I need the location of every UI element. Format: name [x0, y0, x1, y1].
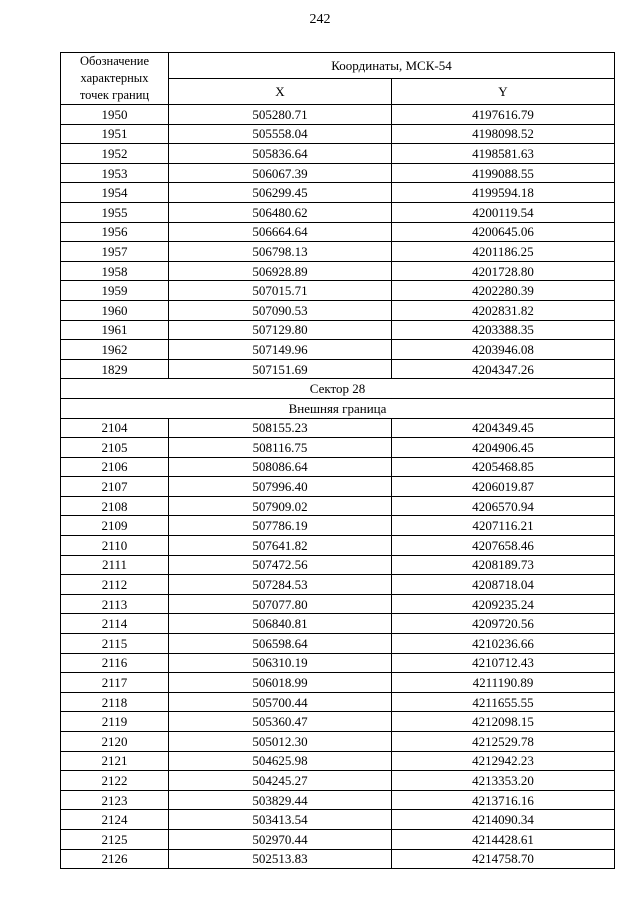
x-coordinate-cell: 505700.44	[169, 692, 392, 712]
y-coordinate-cell: 4198581.63	[392, 144, 615, 164]
point-number-cell: 2115	[61, 634, 169, 654]
point-number-cell: 1960	[61, 300, 169, 320]
y-coordinate-cell: 4212942.23	[392, 751, 615, 771]
x-coordinate-cell: 507090.53	[169, 300, 392, 320]
point-number-cell: 1955	[61, 202, 169, 222]
point-number-cell: 2113	[61, 594, 169, 614]
y-coordinate-cell: 4204906.45	[392, 438, 615, 458]
point-number-cell: 2125	[61, 829, 169, 849]
y-coordinate-cell: 4201728.80	[392, 261, 615, 281]
y-coordinate-cell: 4206019.87	[392, 477, 615, 497]
x-coordinate-cell: 506928.89	[169, 261, 392, 281]
y-coordinate-cell: 4210712.43	[392, 653, 615, 673]
point-number-cell: 1957	[61, 242, 169, 262]
table-row	[61, 653, 615, 673]
x-coordinate-cell: 505012.30	[169, 732, 392, 752]
y-coordinate-cell: 4200119.54	[392, 202, 615, 222]
point-number-cell: 2108	[61, 496, 169, 516]
x-coordinate-cell: 507284.53	[169, 575, 392, 595]
x-coordinate-cell: 503829.44	[169, 790, 392, 810]
point-number-cell: 2114	[61, 614, 169, 634]
table-row	[61, 105, 615, 125]
point-number-cell: 2123	[61, 790, 169, 810]
x-coordinate-cell: 506018.99	[169, 673, 392, 693]
x-coordinate-cell: 502513.83	[169, 849, 392, 869]
x-coordinate-cell: 505360.47	[169, 712, 392, 732]
table-row	[61, 810, 615, 830]
table-row	[61, 673, 615, 693]
point-number-cell: 2122	[61, 771, 169, 791]
table-row	[61, 732, 615, 752]
x-coordinate-cell: 507129.80	[169, 320, 392, 340]
table-row	[61, 555, 615, 575]
table-row	[61, 751, 615, 771]
point-number-cell: 1954	[61, 183, 169, 203]
table-row	[61, 340, 615, 360]
point-number-cell: 2118	[61, 692, 169, 712]
y-coordinate-cell: 4203388.35	[392, 320, 615, 340]
x-coordinate-cell: 507909.02	[169, 496, 392, 516]
header-label-line: точек границ	[79, 88, 150, 102]
section-row	[61, 379, 615, 399]
page-number: 242	[309, 12, 331, 27]
table-row	[61, 477, 615, 497]
point-number-cell: 2104	[61, 418, 169, 438]
point-number-cell: 2126	[61, 849, 169, 869]
y-coordinate-cell: 4213716.16	[392, 790, 615, 810]
table-row	[61, 144, 615, 164]
y-coordinate-cell: 4200645.06	[392, 222, 615, 242]
y-coordinate-cell: 4207116.21	[392, 516, 615, 536]
y-coordinate-cell: 4209720.56	[392, 614, 615, 634]
point-number-cell: 2116	[61, 653, 169, 673]
boundary-title: Внешняя граница	[61, 398, 615, 418]
x-coordinate-cell: 506598.64	[169, 634, 392, 654]
x-coordinate-cell: 506840.81	[169, 614, 392, 634]
y-coordinate-cell: 4209235.24	[392, 594, 615, 614]
point-number-cell: 1959	[61, 281, 169, 301]
y-coordinate-cell: 4199594.18	[392, 183, 615, 203]
x-coordinate-cell: 507786.19	[169, 516, 392, 536]
x-coordinate-cell: 507641.82	[169, 536, 392, 556]
section-row	[61, 398, 615, 418]
point-number-cell: 2124	[61, 810, 169, 830]
coordinates-table	[60, 52, 615, 869]
y-coordinate-cell: 4212529.78	[392, 732, 615, 752]
point-number-cell: 2106	[61, 457, 169, 477]
y-coordinate-cell: 4208189.73	[392, 555, 615, 575]
table-row	[61, 829, 615, 849]
x-coordinate-cell: 508116.75	[169, 438, 392, 458]
y-column-header: Y	[392, 79, 615, 105]
x-coordinate-cell: 508155.23	[169, 418, 392, 438]
header-label-line: Обозначение	[79, 54, 150, 68]
point-number-cell: 1951	[61, 124, 169, 144]
table-row	[61, 849, 615, 869]
table-row	[61, 692, 615, 712]
y-coordinate-cell: 4208718.04	[392, 575, 615, 595]
point-number-cell: 1829	[61, 359, 169, 379]
point-number-cell: 1950	[61, 105, 169, 125]
table-row	[61, 183, 615, 203]
x-coordinate-cell: 505280.71	[169, 105, 392, 125]
y-coordinate-cell: 4202280.39	[392, 281, 615, 301]
point-number-cell: 2111	[61, 555, 169, 575]
point-number-cell: 2119	[61, 712, 169, 732]
y-coordinate-cell: 4210236.66	[392, 634, 615, 654]
table-row	[61, 438, 615, 458]
y-coordinate-cell: 4211655.55	[392, 692, 615, 712]
table-header-row	[61, 53, 615, 79]
table-row	[61, 594, 615, 614]
y-coordinate-cell: 4211190.89	[392, 673, 615, 693]
x-coordinate-cell: 504625.98	[169, 751, 392, 771]
table-row	[61, 163, 615, 183]
x-coordinate-cell: 505836.64	[169, 144, 392, 164]
table-row	[61, 261, 615, 281]
point-number-cell: 2107	[61, 477, 169, 497]
point-number-cell: 1961	[61, 320, 169, 340]
point-number-cell: 2110	[61, 536, 169, 556]
point-number-cell: 2121	[61, 751, 169, 771]
y-coordinate-cell: 4203946.08	[392, 340, 615, 360]
x-coordinate-cell: 506299.45	[169, 183, 392, 203]
x-coordinate-cell: 505558.04	[169, 124, 392, 144]
x-coordinate-cell: 506798.13	[169, 242, 392, 262]
point-number-cell: 1962	[61, 340, 169, 360]
x-coordinate-cell: 502970.44	[169, 829, 392, 849]
y-coordinate-cell: 4212098.15	[392, 712, 615, 732]
header-label-line: характерных	[80, 71, 149, 85]
table-row	[61, 790, 615, 810]
point-number-cell: 1956	[61, 222, 169, 242]
table-row	[61, 634, 615, 654]
table-row	[61, 281, 615, 301]
x-coordinate-cell: 507996.40	[169, 477, 392, 497]
table-row	[61, 359, 615, 379]
y-coordinate-cell: 4214428.61	[392, 829, 615, 849]
y-coordinate-cell: 4204347.26	[392, 359, 615, 379]
x-coordinate-cell: 507077.80	[169, 594, 392, 614]
y-coordinate-cell: 4199088.55	[392, 163, 615, 183]
table-row	[61, 575, 615, 595]
point-number-cell: 2117	[61, 673, 169, 693]
x-coordinate-cell: 507149.96	[169, 340, 392, 360]
point-number-cell: 2109	[61, 516, 169, 536]
x-coordinate-cell: 507151.69	[169, 359, 392, 379]
table-row	[61, 202, 615, 222]
x-coordinate-cell: 506480.62	[169, 202, 392, 222]
x-coordinate-cell: 507015.71	[169, 281, 392, 301]
y-coordinate-cell: 4213353.20	[392, 771, 615, 791]
table-row	[61, 124, 615, 144]
y-coordinate-cell: 4214090.34	[392, 810, 615, 830]
point-number-cell: 1953	[61, 163, 169, 183]
table-row	[61, 418, 615, 438]
table-row	[61, 222, 615, 242]
sector-title: Сектор 28	[61, 379, 615, 399]
table-row	[61, 516, 615, 536]
point-number-cell: 2105	[61, 438, 169, 458]
table-row	[61, 771, 615, 791]
coordinates-system-header: Координаты, МСК-54	[169, 53, 615, 79]
table-row	[61, 712, 615, 732]
point-number-cell: 2120	[61, 732, 169, 752]
y-coordinate-cell: 4206570.94	[392, 496, 615, 516]
point-number-cell: 1952	[61, 144, 169, 164]
table-row	[61, 242, 615, 262]
x-coordinate-cell: 507472.56	[169, 555, 392, 575]
x-coordinate-cell: 508086.64	[169, 457, 392, 477]
point-number-cell: 1958	[61, 261, 169, 281]
x-coordinate-cell: 504245.27	[169, 771, 392, 791]
table-row	[61, 536, 615, 556]
x-coordinate-cell: 506664.64	[169, 222, 392, 242]
y-coordinate-cell: 4214758.70	[392, 849, 615, 869]
x-column-header: X	[169, 79, 392, 105]
y-coordinate-cell: 4207658.46	[392, 536, 615, 556]
y-coordinate-cell: 4198098.52	[392, 124, 615, 144]
table-row	[61, 614, 615, 634]
x-coordinate-cell: 503413.54	[169, 810, 392, 830]
y-coordinate-cell: 4197616.79	[392, 105, 615, 125]
table-row	[61, 496, 615, 516]
table-row	[61, 300, 615, 320]
y-coordinate-cell: 4205468.85	[392, 457, 615, 477]
table-row	[61, 320, 615, 340]
x-coordinate-cell: 506067.39	[169, 163, 392, 183]
y-coordinate-cell: 4204349.45	[392, 418, 615, 438]
y-coordinate-cell: 4202831.82	[392, 300, 615, 320]
point-number-cell: 2112	[61, 575, 169, 595]
table-row	[61, 457, 615, 477]
x-coordinate-cell: 506310.19	[169, 653, 392, 673]
y-coordinate-cell: 4201186.25	[392, 242, 615, 262]
point-designation-header	[61, 53, 169, 105]
